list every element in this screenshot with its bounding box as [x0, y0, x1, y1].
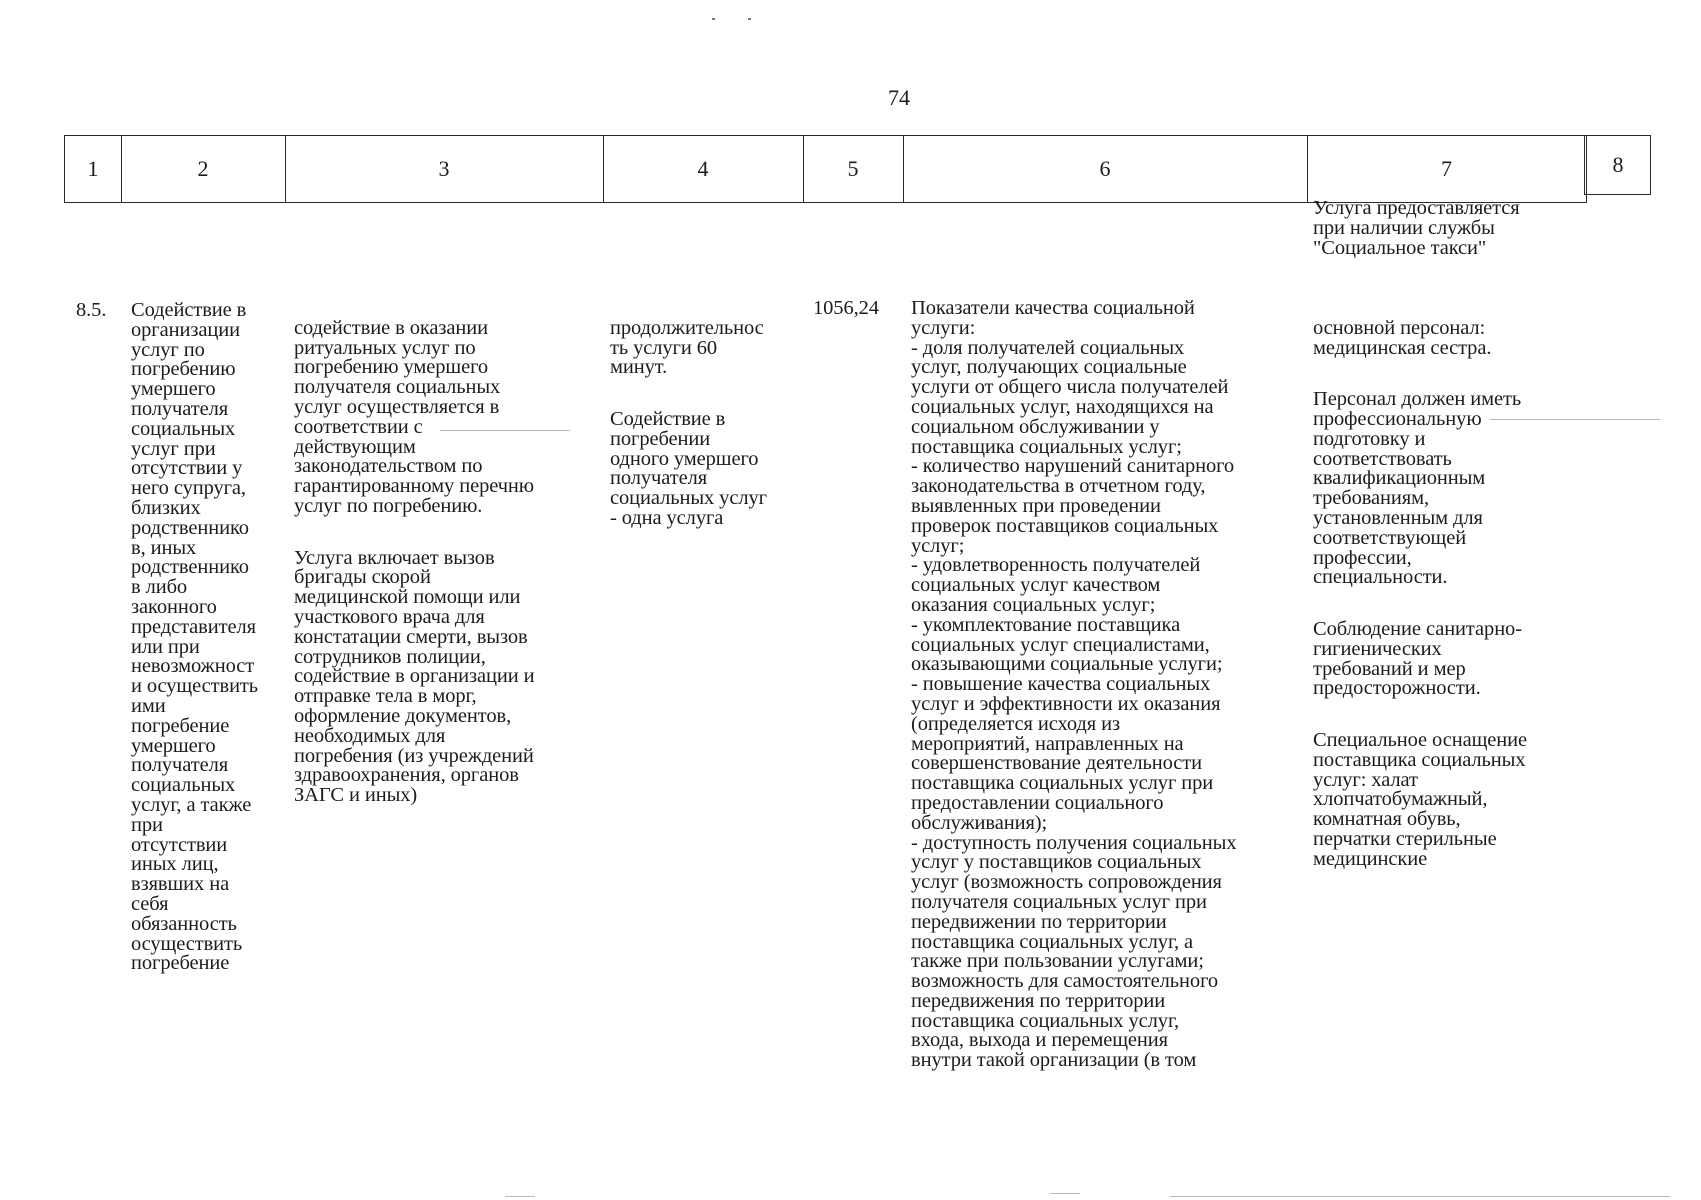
description-paragraph: содействие в оказании ритуальных услуг по погребению умершего получателя социальных услуг осуществляется в соответствии с действующим законодательством по гарантированному перечню услуг по погребению. [294, 316, 535, 517]
scan-artifact [440, 430, 570, 431]
header-col-6: 6 [903, 136, 1308, 202]
volume-paragraph: Содействие в погребении одного умершего получателя социальных услуг - одна услуга [610, 407, 767, 529]
header-col-3: 3 [285, 136, 604, 202]
description-paragraph: Услуга включает вызов бригады скорой медицинской помощи или участкового врача для констатации смерти, вызов сотрудников полиции, содействие в организации и отправке тела в морг, оформление документов, необходимых для погребения (из учреждений здравоохранения, органов ЗАГС и иных) [294, 546, 535, 807]
conditions-paragraph: основной персонал: медицинская сестра. [1313, 316, 1492, 359]
service-conditions [1313, 299, 1593, 901]
service-price: 1056,24 [813, 297, 879, 319]
prior-row-col7-note: Услуга предоставляется при наличии службы "Социальное такси" [1313, 197, 1520, 259]
volume-paragraph: продолжительнос ть услуги 60 минут. [610, 316, 764, 379]
conditions-paragraph: Персонал должен иметь профессиональную подготовку и соответствовать квалификационным требованиям, установленным для соответствующей профессии, специальности. [1313, 388, 1522, 589]
scan-artifact [1050, 1193, 1080, 1194]
conditions-paragraph: Соблюдение санитарно- гигиенических требований и мер предосторожности. [1313, 617, 1522, 700]
row-number: 8.5. [76, 299, 107, 321]
scan-artifact [748, 18, 751, 20]
scan-artifact [1490, 419, 1660, 420]
page-number: 74 [888, 85, 910, 110]
header-col-5: 5 [803, 136, 904, 202]
scan-artifact [712, 18, 715, 20]
header-col-1: 1 [65, 136, 122, 202]
service-volume [610, 299, 800, 561]
service-description [294, 299, 594, 838]
conditions-paragraph: Специальное оснащение поставщика социальных услуг: халат хлопчатобумажный, комнатная обувь, перчатки стерильные медицинские [1313, 728, 1527, 870]
scan-artifact [505, 1196, 535, 1197]
header-col-2: 2 [121, 136, 286, 202]
header-col-4: 4 [603, 136, 804, 202]
service-name: Содействие в организации услуг по погребению умершего получателя социальных услуг при отсутствии у него супруга, близких родственнико в, иных родственнико в либо законного представителя или при невозможност и осуществить ими погребение умершего получателя социальных услуг, а также при отсутствии иных лиц, взявших на себя обязанность осуществить погребение [131, 299, 259, 975]
quality-indicators: Показатели качества социальной услуги: - доля получателей социальных услуг, получающих социальные услуги от общего числа получателей социальных услуг, находящихся на социальном обслуживании у поставщика социальных услуг; - количество нарушений санитарного законодательства в отчетном году, выявленных при проведении проверок поставщиков социальных услуг; - удовлетворенность получателей социальных услуг качеством оказания социальных услуг; - укомплектование поставщика социальных услуг специалистами, оказывающими социальные услуги; - повышение качества социальных услуг и эффективности их оказания (определяется исходя из мероприятий, направленных на совершенствование деятельности поставщика социальных услуг при предоставлении социального обслуживания); - доступность получения социальных услуг у поставщиков социальных услуг (возможность сопровождения получателя социальных услуг при передвижении по территории поставщика социальных услуг, а также при пользовании услугами; возможность для самостоятельного передвижения по территории поставщика социальных услуг, входа, выхода и перемещения внутри такой организации (в том [911, 297, 1237, 1072]
table-header-tail [1584, 135, 1651, 195]
table-header-row [64, 135, 1587, 203]
header-col-7: 7 [1441, 156, 1452, 181]
header-col-8: 8 [1584, 136, 1651, 194]
scan-artifact [1170, 1196, 1670, 1197]
